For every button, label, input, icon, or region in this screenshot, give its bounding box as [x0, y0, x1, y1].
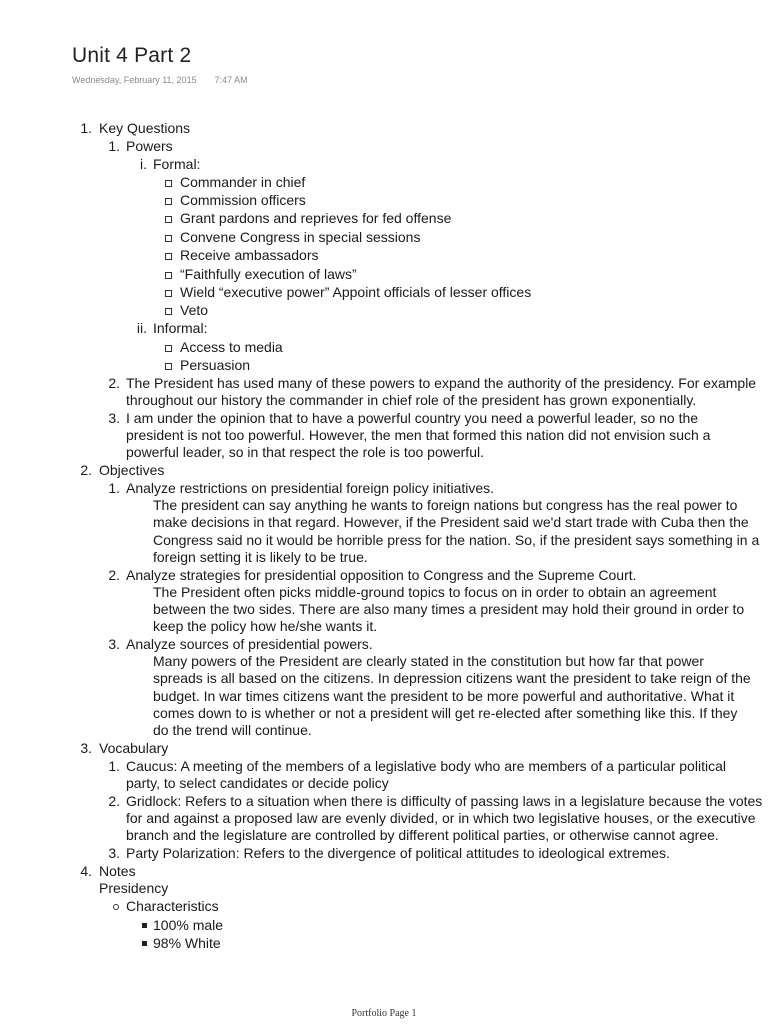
list-item-text: Commission officers [180, 192, 306, 208]
list-number: 2. [108, 375, 120, 391]
paragraph-line [0, 617, 768, 635]
vocab-item [0, 792, 768, 809]
square-bullet-icon [165, 216, 172, 223]
note-body[interactable] [0, 119, 768, 952]
section-heading: Objectives [99, 462, 165, 478]
paragraph-text: keep the policy how he/she wants it. [153, 618, 378, 634]
list-item-text: Access to media [180, 339, 283, 355]
paragraph-text: Congress said no it would be horrible press for the nation. So, if the president says something in a [153, 532, 760, 548]
paragraph-line [0, 426, 768, 443]
paragraph-line [0, 600, 768, 617]
paragraph-text: comes down to is whether or not a president will get re-elected after something like this. If they [153, 705, 738, 721]
paragraph-text: Presidency [99, 880, 169, 896]
circle-bullet-icon [113, 904, 119, 910]
subsection-heading: Formal: [153, 156, 201, 172]
list-item [0, 265, 768, 283]
section-heading: Notes [99, 863, 136, 879]
list-number: 3. [108, 636, 120, 652]
square-bullet-icon [142, 941, 147, 946]
paragraph-text: Many powers of the President are clearly stated in the constitution but how far that power [153, 653, 704, 669]
square-bullet-icon [142, 923, 147, 928]
list-number: 1. [80, 120, 92, 136]
paragraph-text: between the two sides. There are also many times a president may hold their ground in order to [153, 601, 745, 617]
paragraph-line: The President has used many of these powers to expand the authority of the presidency. For example [126, 375, 757, 391]
page-title[interactable]: Unit 4 Part 2 [72, 44, 192, 67]
outline-item-vocabulary [0, 739, 768, 757]
paragraph-text: foreign setting it is likely to be true. [153, 549, 368, 565]
square-bullet-icon [165, 290, 172, 297]
objective-item [0, 566, 768, 583]
list-item [0, 338, 768, 356]
vocab-item [0, 757, 768, 774]
list-item-text: Convene Congress in special sessions [180, 229, 421, 245]
list-item-text: Persuasion [180, 357, 251, 373]
outline-item-q2 [0, 374, 768, 391]
paragraph-line [0, 826, 768, 844]
paragraph-line [0, 774, 768, 792]
paragraph-text: The President often picks middle-ground topics to focus on in order to obtain an agreement [153, 584, 717, 600]
list-item-text: Grant pardons and reprieves for fed offense [180, 210, 452, 226]
list-item [0, 916, 768, 934]
square-bullet-icon [165, 198, 172, 205]
paragraph-line [0, 513, 768, 531]
list-item [0, 228, 768, 246]
paragraph-text: The president can say anything he wants to foreign nations but congress has the real power to [153, 497, 738, 513]
square-bullet-icon [165, 235, 172, 242]
paragraph-text: budget. In war times citizens want the president to be more powerful and authoritative. What it [153, 688, 735, 704]
list-item [0, 173, 768, 191]
objective-item [0, 479, 768, 496]
list-number: 2. [80, 462, 92, 478]
list-number: 2. [108, 793, 120, 809]
paragraph-text: president is not too powerful. However, the men that formed this nation did not envision such a [126, 427, 711, 443]
section-heading: Key Questions [99, 120, 191, 136]
list-item [0, 356, 768, 374]
paragraph-line [0, 721, 768, 739]
list-number: 2. [108, 567, 120, 583]
paragraph-line [0, 548, 768, 566]
paragraph-line [0, 391, 768, 409]
notes-subheading [0, 879, 768, 897]
list-item-text: Veto [180, 302, 209, 318]
outline-item-powers [0, 137, 768, 155]
list-item-text: 100% male [153, 917, 224, 933]
outline-item-notes [0, 862, 768, 879]
square-bullet-icon [165, 272, 172, 279]
outline-item-key-questions [0, 119, 768, 137]
vocab-item [0, 844, 768, 862]
paragraph-text: do the trend will continue. [153, 722, 312, 738]
list-numeral: i. [140, 156, 147, 172]
list-number: 1. [108, 758, 120, 774]
section-heading: Vocabulary [99, 740, 169, 756]
paragraph-line [0, 687, 768, 704]
list-item [0, 897, 768, 916]
page-footer: Portfolio Page 1 [351, 1008, 417, 1019]
page-time: 7:47 AM [214, 75, 248, 85]
list-item [0, 246, 768, 265]
paragraph-line [0, 583, 768, 600]
list-number: 3. [108, 410, 120, 426]
paragraph-text: branch and the legislature are controlled by different political parties, or otherwise cannot agree. [126, 827, 719, 843]
list-item [0, 191, 768, 209]
paragraph-text: Gridlock: Refers to a situation when there is difficulty of passing laws in a legislature because the votes [126, 793, 763, 809]
page-timestamp [72, 75, 248, 85]
paragraph-text: spreads is all based on the citizens. In depression citizens want the president to take reign of the [153, 670, 751, 686]
outline-item-informal [0, 319, 768, 338]
list-item [0, 209, 768, 228]
paragraph-line [0, 809, 768, 826]
paragraph-text: make decisions in that regard. However, if the President said we'd start trade with Cuba then the [153, 514, 749, 530]
list-item-text: Commander in chief [180, 174, 306, 190]
list-item-text: Characteristics [126, 898, 219, 914]
list-item-text: Wield “executive power” Appoint officials of lesser offices [180, 284, 532, 300]
subsection-heading: Powers [126, 138, 173, 154]
paragraph-text: for and against a proposed law are evenly divided, or in which two legislative houses, or the executive [126, 810, 756, 826]
paragraph-text: party, to select candidates or decide policy [126, 775, 389, 791]
list-item [0, 283, 768, 301]
paragraph-text: powerful leader, so in that respect the role is too powerful. [126, 444, 484, 460]
objective-heading: Analyze restrictions on presidential foreign policy initiatives. [126, 480, 495, 496]
paragraph-line [0, 531, 768, 548]
paragraph-line [0, 496, 768, 513]
list-number: 3. [80, 740, 92, 756]
outline-item-objectives [0, 461, 768, 479]
list-item [0, 301, 768, 319]
objective-item [0, 635, 768, 652]
paragraph-line: I am under the opinion that to have a powerful country you need a powerful leader, so no the [126, 410, 699, 426]
list-number: 1. [108, 480, 120, 496]
paragraph-line [0, 652, 768, 669]
square-bullet-icon [165, 345, 172, 352]
list-number: 3. [108, 845, 120, 861]
outline-item-q3 [0, 409, 768, 426]
square-bullet-icon [165, 253, 172, 260]
list-number: 4. [80, 863, 92, 879]
list-item [0, 934, 768, 952]
square-bullet-icon [165, 308, 172, 315]
outline-item-formal [0, 155, 768, 173]
subsection-heading: Informal: [153, 320, 208, 336]
page-date: Wednesday, February 11, 2015 [72, 75, 197, 85]
objective-heading: Analyze strategies for presidential opposition to Congress and the Supreme Court. [126, 567, 637, 583]
list-numeral: ii. [136, 320, 147, 336]
paragraph-line [0, 669, 768, 687]
paragraph-text: Party Polarization: Refers to the divergence of political attitudes to ideological extremes. [126, 845, 670, 861]
list-item-text: “Faithfully execution of laws” [180, 266, 357, 282]
list-item-text: 98% White [153, 935, 221, 951]
list-item-text: Receive ambassadors [180, 247, 319, 263]
list-number: 1. [108, 138, 120, 154]
paragraph-text: Caucus: A meeting of the members of a legislative body who are members of a particular political [126, 758, 726, 774]
paragraph-line [0, 443, 768, 461]
objective-heading: Analyze sources of presidential powers. [126, 636, 373, 652]
paragraph-text: throughout our history the commander in chief role of the president has grown exponentially. [126, 392, 697, 408]
square-bullet-icon [165, 180, 172, 187]
square-bullet-icon [165, 363, 172, 370]
paragraph-line [0, 704, 768, 721]
